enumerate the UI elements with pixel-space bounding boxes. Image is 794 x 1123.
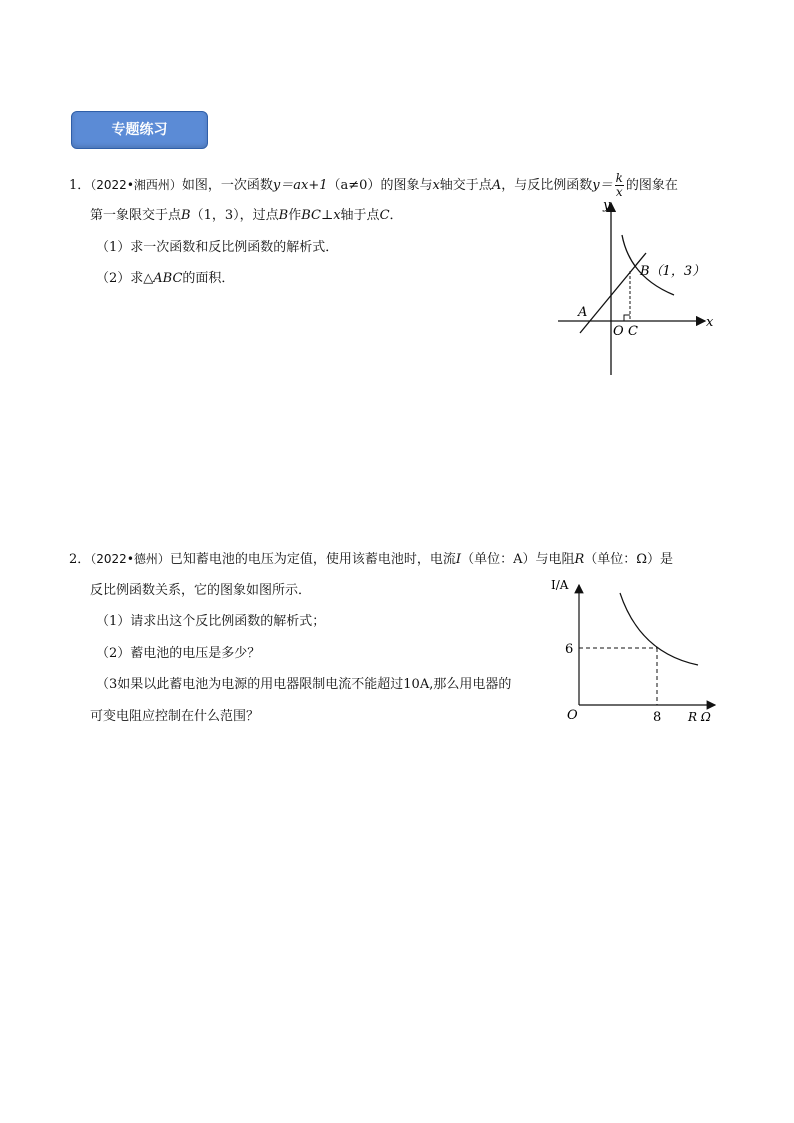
q2-text: 已知蓄电池的电压为定值，使用该蓄电池时，电流	[169, 552, 456, 567]
q1-text: ，与反比例函数	[501, 178, 593, 193]
q1-text: 作	[288, 208, 302, 223]
q1-text: ．	[389, 208, 403, 223]
right-angle-mark	[624, 315, 630, 321]
q2-sub3-cont: 可变电阻应控制在什么范围？	[90, 709, 260, 724]
q2-sub3: （3如果以此蓄电池为电源的用电器限制电流不能超过10A,那么用电器的	[96, 677, 512, 692]
q1-b-coords: （1，3）	[190, 208, 240, 223]
q2-graph-o-label: O	[567, 708, 578, 723]
q1-graph-y-label: y	[603, 198, 611, 213]
q2-source: （2022•德州）	[90, 552, 170, 566]
q2-graph-tick-6: 6	[565, 642, 574, 657]
q1-text: 轴交于点	[439, 178, 492, 193]
q1-point-a: A	[491, 178, 502, 193]
q1-text: 如图，一次函数	[181, 178, 273, 193]
q2-graph	[545, 573, 725, 733]
q2-var-r: R	[574, 552, 585, 567]
q1-point-b: B	[181, 208, 191, 223]
section-badge: 专题练习	[71, 111, 208, 149]
q1-text: ，过点	[239, 208, 279, 223]
fraction-numerator: k	[615, 171, 623, 185]
q1-graph-o-label: O	[613, 324, 624, 339]
q1-segment-bc: BC	[301, 208, 321, 223]
q2-var-i: I	[455, 552, 462, 567]
q1-linear-equation: y＝ax+1	[272, 178, 328, 193]
fraction-denominator: x	[615, 185, 623, 199]
q1-graph-a-label: A	[578, 305, 588, 320]
q1-sub2-text: 的面积．	[182, 271, 235, 286]
q1-perp-symbol: ⊥	[320, 208, 334, 223]
q1-triangle-abc: ABC	[153, 271, 183, 286]
q1-number: 1．	[69, 178, 91, 193]
q2-line2: 反比例函数关系，它的图象如图所示．	[90, 583, 312, 598]
q1-graph-b-label: B（1，3）	[640, 264, 706, 279]
q2-sub2: （2）蓄电池的电压是多少？	[96, 646, 261, 661]
q2-text: （单位：A）与电阻	[461, 552, 575, 567]
q1-sub2-text: （2）求△	[96, 271, 154, 286]
q2-sub1: （1）请求出这个反比例函数的解析式；	[96, 614, 326, 629]
q1-text: 第一象限交于点	[90, 208, 182, 223]
q1-graph-x-label: x	[706, 315, 714, 330]
q1-text: 的图象在	[625, 178, 678, 193]
q2-number: 2．	[69, 552, 91, 567]
q2-graph-x-label: R Ω	[688, 710, 711, 724]
q1-text: 的图象与	[380, 178, 433, 193]
q2-graph-tick-8: 8	[653, 710, 662, 725]
q1-point-c: C	[379, 208, 390, 223]
q1-inverse-lhs: y＝	[592, 178, 613, 193]
q1-graph	[550, 195, 730, 380]
q1-text: 轴于点	[340, 208, 380, 223]
inverse-curve	[620, 593, 698, 665]
q1-condition: （a≠0）	[327, 178, 381, 193]
q1-source: （2022•湘西州）	[90, 178, 182, 192]
q1-line2	[90, 209, 403, 222]
q2-graph-y-label: I/A	[551, 578, 569, 592]
q1-sub2	[96, 272, 234, 285]
q1-var-x: x	[432, 178, 440, 193]
q1-var-x: x	[333, 208, 341, 223]
q2-line1	[69, 553, 673, 566]
q2-text: （单位：Ω）是	[584, 552, 674, 567]
q1-point-b: B	[278, 208, 289, 223]
q1-graph-c-label: C	[628, 324, 638, 339]
q1-sub1: （1）求一次函数和反比例函数的解析式．	[96, 240, 339, 255]
